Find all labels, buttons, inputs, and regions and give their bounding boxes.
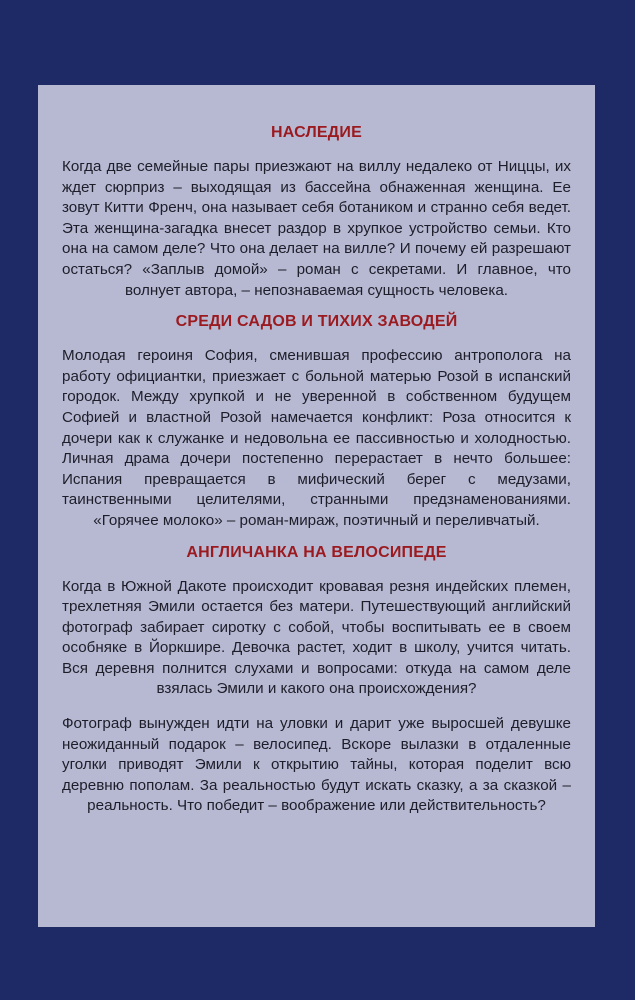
section-inheritance (62, 123, 571, 301)
text-panel (38, 85, 595, 927)
section-paragraph: Молодая героиня София, сменившая профессию антрополога на работу официантки, приезжает с больной матерью Розой в испанский городок. Между хрупкой и не уверенной в собственном будущем Софией и властной Розой намечается конфликт: Роза относится к дочери как к служанке и недовольна ее пассивностью и холодностью. Личная драма дочери постепенно перерастает в нечто большее: Испания превращается в мифический берег с медузами, таинственными целителями, странными предзнаменованиями. «Горячее молоко» – роман-мираж, поэтичный и переливчатый. (62, 347, 571, 529)
section-title: АНГЛИЧАНКА НА ВЕЛОСИПЕДЕ (186, 543, 447, 561)
section-gardens (62, 312, 571, 531)
section-englishwoman (62, 543, 571, 818)
section-title: НАСЛЕДИЕ (271, 124, 362, 141)
section-paragraph: Когда в Южной Дакоте происходит кровавая резня индейских племен, трехлетняя Эмили остается без матери. Путешествующий английский фотограф забирает сиротку с собой, чтобы воспитывать ее в своем особняке в Йоркшире. Девочка растет, ходит в школу, учится читать. Вся деревня полнится слухами и вопросами: откуда на самом деле взялась Эмили и какого она происхождения? (62, 577, 571, 698)
section-paragraph: Фотограф вынужден идти на уловки и дарит уже выросшей девушке неожиданный подарок – велосипед. Вскоре вылазки в отдаленные уголки приводят Эмили к открытию тайны, которая поделит всю деревню пополам. За реальностью будут искать сказку, а за сказкой – реальность. Что победит – воображение или действительность? (62, 715, 571, 815)
section-paragraph: Когда две семейные пары приезжают на виллу недалеко от Ниццы, их ждет сюрприз – выходящая из бассейна обнаженная женщина. Ее зовут Китти Френч, она называет себя ботаником и странно себя ведет. Эта женщина-загадка внесет раздор в хрупкое устройство семьи. Кто она на самом деле? Что она делает на вилле? И почему ей разрешают остаться? «Заплыв домой» – роман с секретами. И главное, что волнует автора, – непознаваемая сущность человека. (62, 158, 571, 299)
section-title: СРЕДИ САДОВ И ТИХИХ ЗАВОДЕЙ (175, 313, 458, 331)
